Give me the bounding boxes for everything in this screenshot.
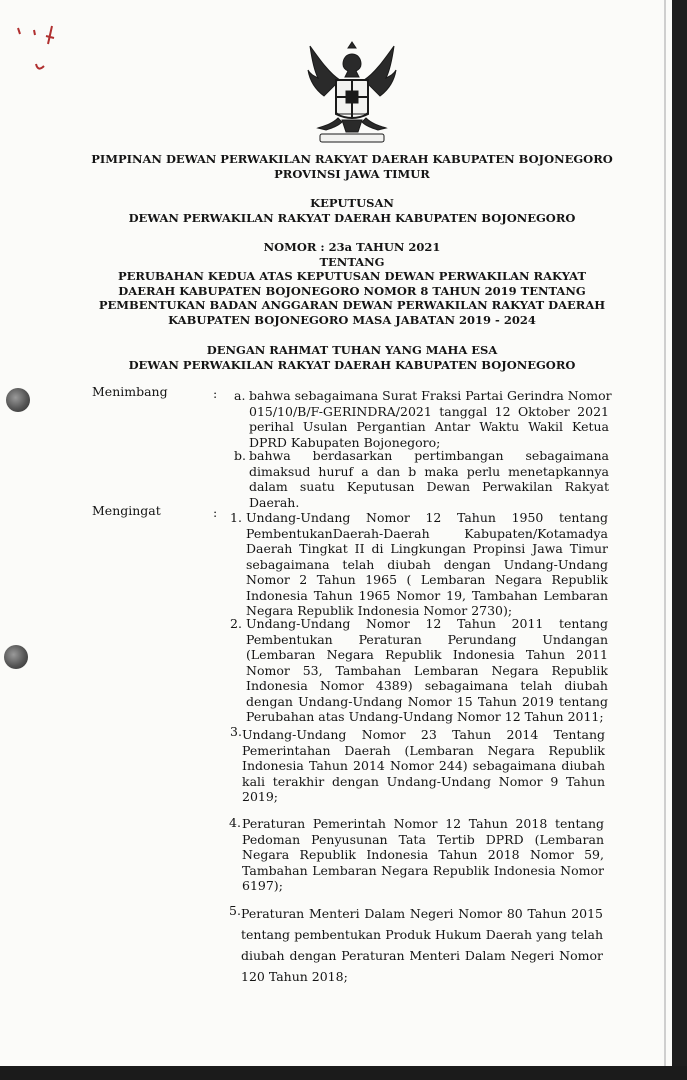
item-marker: a. (234, 388, 246, 403)
menimbang-label: Menimbang (92, 384, 168, 399)
text-line: Nomor 2 Tahun 1965 ( Lembaran Negara Republik (246, 572, 608, 587)
mengingat-item-5 (241, 903, 603, 987)
menimbang-item-b (249, 448, 609, 510)
item-marker: 4. (229, 815, 241, 830)
text-line: dimaksud huruf a dan b maka perlu menetapkannya (249, 463, 609, 479)
text-line: DPRD Kabupaten Bojonegoro; (249, 434, 441, 450)
item-marker: 3. (230, 724, 242, 739)
text-line: Negara Republik Indonesia Tahun 2018 Nomor 59, (242, 847, 604, 862)
text-line: bahwa berdasarkan pertimbangan sebagaimana (249, 448, 609, 463)
item-marker: 1. (230, 510, 242, 525)
institution-header (90, 152, 614, 181)
text-line: tentang pembentukan Produk Hukum Daerah yang telah (241, 927, 603, 942)
scan-border-right (672, 0, 687, 1080)
subject-line: DAERAH KABUPATEN BOJONEGORO NOMOR 8 TAHUN 2019 TENTANG (118, 283, 586, 298)
decree-number: NOMOR : 23a TAHUN 2021 (263, 240, 441, 254)
text-line: Pedoman Penyusunan Tata Tertib DPRD (Lembaran (242, 831, 604, 847)
text-line: dengan Undang-Undang Nomor 15 Tahun 2019 tentang (246, 693, 608, 709)
mengingat-item-4 (242, 816, 604, 894)
text-line: Tambahan Lembaran Negara Republik Indonesia Nomor (242, 862, 604, 878)
text-line: Indonesia Nomor 4389) sebagaimana telah diubah (246, 678, 608, 693)
blessing-block (90, 343, 614, 372)
text-line: 6197); (242, 878, 283, 893)
text-line: Peraturan Menteri Dalam Negeri Nomor 80 Tahun 2015 (241, 906, 603, 921)
item-marker: 5. (229, 903, 241, 918)
text-line: Negara Republik Indonesia Nomor 2730); (246, 603, 513, 618)
text-line: PembentukanDaerah-Daerah Kabupaten/Kotamadya (246, 525, 608, 541)
text-line: Pembentukan Peraturan Perundang Undangan (246, 631, 608, 647)
text-line: sebagaimana telah diubah dengan Undang-Undang (246, 556, 608, 572)
text-line: perihal Usulan Pergantian Antar Waktu Wakil Ketua (249, 419, 609, 434)
text-line: Undang-Undang Nomor 12 Tahun 2011 tentang (246, 616, 608, 631)
text-line: Nomor 53, Tambahan Lembaran Negara Republik (246, 662, 608, 678)
text-line: 120 Tahun 2018; (241, 969, 348, 984)
text-line: kali terakhir dengan Undang-Undang Nomor 9 Tahun (242, 773, 605, 789)
text-line: diubah dengan Peraturan Menteri Dalam Negeri Nomor (241, 948, 603, 963)
about-label: TENTANG (319, 254, 385, 269)
decree-number-block (90, 240, 614, 327)
text-line: dalam suatu Keputusan Dewan Perwakilan Rakyat (249, 479, 609, 494)
text-line: Peraturan Pemerintah Nomor 12 Tahun 2018 tentang (242, 816, 604, 831)
title-line: KEPUTUSAN (310, 196, 394, 210)
colon: : (213, 505, 218, 520)
subject-line: PERUBAHAN KEDUA ATAS KEPUTUSAN DEWAN PERWAKILAN RAKYAT (117, 269, 587, 283)
garuda-emblem (302, 40, 402, 148)
blessing-line: DEWAN PERWAKILAN RAKYAT DAERAH KABUPATEN BOJONEGORO (128, 357, 576, 372)
text-line: (Lembaran Negara Republik Indonesia Tahun 2011 (246, 647, 608, 662)
text-line: Undang-Undang Nomor 23 Tahun 2014 Tentang (242, 727, 605, 742)
text-line: bahwa sebagaimana Surat Fraksi Partai Gerindra Nomor (249, 388, 612, 403)
scan-border-bottom (0, 1066, 687, 1080)
header-line: PIMPINAN DEWAN PERWAKILAN RAKYAT DAERAH KABUPATEN BOJONEGORO (91, 152, 613, 166)
text-line: 2019; (242, 789, 279, 804)
page-edge (664, 0, 666, 1066)
mengingat-item-2 (246, 616, 608, 725)
text-line: Perubahan atas Undang-Undang Nomor 12 Tahun 2011; (246, 709, 604, 724)
text-line: Pemerintahan Daerah (Lembaran Negara Republik (242, 742, 605, 758)
mengingat-item-1 (246, 510, 608, 619)
title-line: DEWAN PERWAKILAN RAKYAT DAERAH KABUPATEN BOJONEGORO (128, 210, 576, 225)
punch-hole (4, 645, 28, 669)
punch-hole (6, 388, 30, 412)
subject-line: KABUPATEN BOJONEGORO MASA JABATAN 2019 - 2024 (168, 312, 536, 327)
blessing-line: DENGAN RAHMAT TUHAN YANG MAHA ESA (206, 343, 498, 357)
text-line: Indonesia Tahun 1965 Nomor 19, Tambahan Lembaran (246, 587, 608, 603)
text-line: Daerah Tingkat II di Lingkungan Propinsi Jawa Timur (246, 541, 608, 556)
header-line: PROVINSI JAWA TIMUR (274, 166, 430, 181)
text-line: Daerah. (249, 494, 300, 510)
text-line: 015/10/B/F-GERINDRA/2021 tanggal 12 Oktober 2021 (249, 403, 609, 419)
document-title (90, 196, 614, 225)
colon: : (213, 386, 218, 401)
item-marker: 2. (230, 616, 242, 631)
mengingat-item-3 (242, 727, 605, 805)
item-marker: b. (234, 448, 246, 463)
text-line: Indonesia Tahun 2014 Nomor 244) sebagaimana diubah (242, 758, 605, 773)
mengingat-label: Mengingat (92, 503, 161, 518)
subject-line: PEMBENTUKAN BADAN ANGGARAN DEWAN PERWAKILAN RAKYAT DAERAH (98, 298, 606, 312)
text-line: Undang-Undang Nomor 12 Tahun 1950 tentang (246, 510, 608, 525)
handwritten-mark (12, 18, 62, 78)
menimbang-item-a (249, 388, 612, 450)
